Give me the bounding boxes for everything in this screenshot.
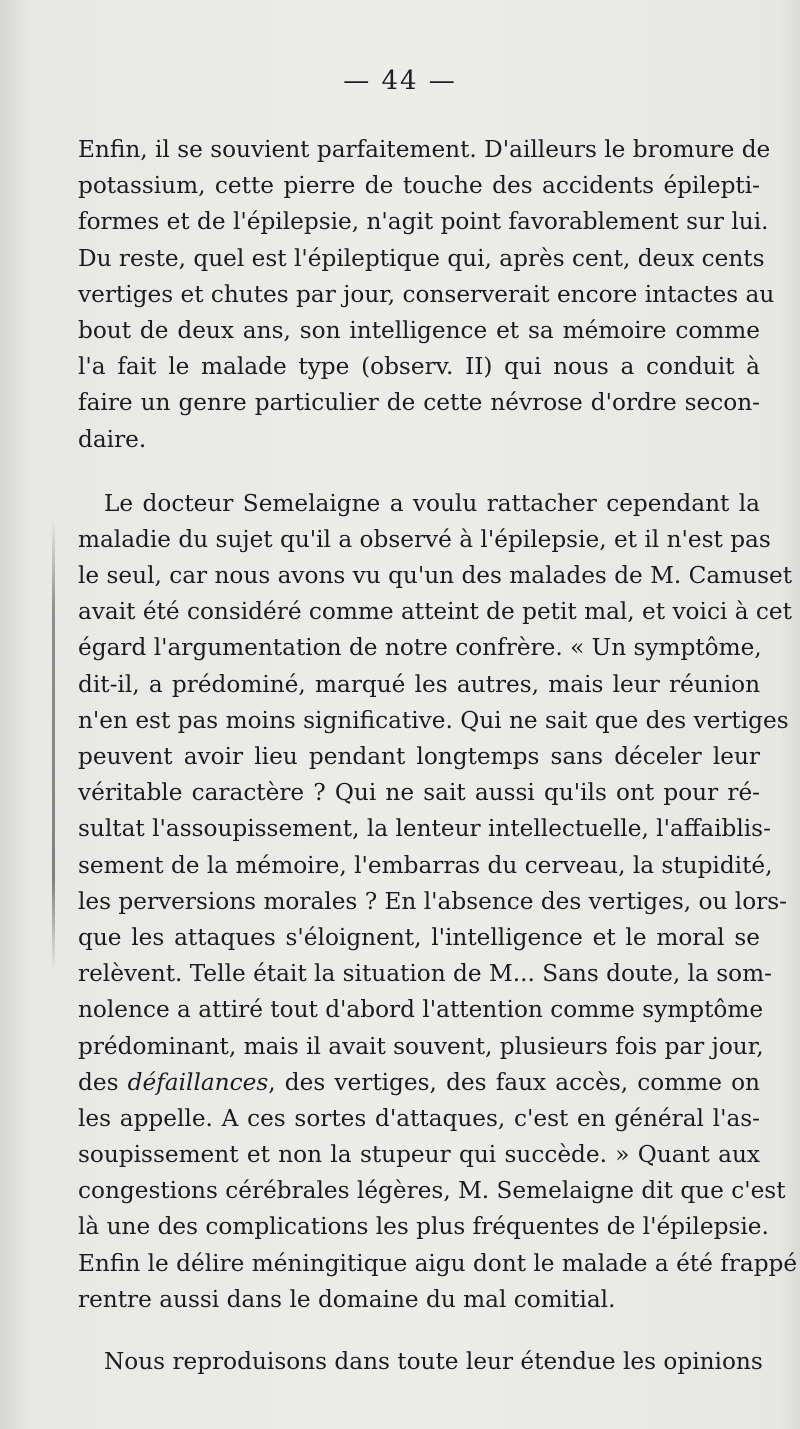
- text-line: soupissement et non la stupeur qui succède. » Quant aux: [78, 1141, 760, 1169]
- text-line: Enfin le délire méningitique aigu dont le malade a été frappé: [78, 1249, 798, 1277]
- text-line: congestions cérébrales légères, M. Semelaigne dit que c'est: [78, 1177, 786, 1205]
- text-line: sultat l'assoupissement, la lenteur intellectuelle, l'affaiblis-: [78, 815, 771, 843]
- text-line: rentre aussi dans le domaine du mal comitial.: [78, 1285, 616, 1313]
- text-line: le seul, car nous avons vu qu'un des malades de M. Camuset: [78, 562, 793, 590]
- text-line: bout de deux ans, son intelligence et sa mémoire comme: [78, 316, 760, 344]
- text-line: véritable caractère ? Qui ne sait aussi qu'ils ont pour ré-: [78, 779, 760, 807]
- text-line: sement de la mémoire, l'embarras du cerveau, la stupidité,: [78, 851, 773, 879]
- paragraph-gap: [78, 1318, 760, 1344]
- text-line: peuvent avoir lieu pendant longtemps sans déceler leur: [78, 743, 760, 770]
- text-line: avait été considéré comme atteint de petit mal, et voici à cet: [78, 598, 792, 626]
- text-line: faire un genre particulier de cette névrose d'ordre secon-: [78, 389, 760, 417]
- text-line: que les attaques s'éloignent, l'intelligence et le moral se: [78, 923, 760, 951]
- text-line: les appelle. A ces sortes d'attaques, c'est en général l'as-: [78, 1104, 760, 1132]
- text-line: prédominant, mais il avait souvent, plusieurs fois par jour,: [78, 1032, 764, 1060]
- text-line: relèvent. Telle était la situation de M... Sans doute, la som-: [78, 960, 772, 988]
- text-line: daire.: [78, 425, 147, 453]
- text-line: égard l'argumentation de notre confrère. « Un symptôme,: [78, 634, 762, 662]
- text-line: maladie du sujet qu'il a observé à l'épilepsie, et il n'est pas: [78, 525, 771, 553]
- page-gutter-shadow: [52, 520, 55, 970]
- italic-text: défaillances: [127, 1068, 269, 1096]
- text-line: les perversions morales ? En l'absence des vertiges, ou lors-: [78, 887, 787, 915]
- text-line: potassium, cette pierre de touche des accidents épilepti-: [78, 172, 760, 200]
- text-line: là une des complications les plus fréquentes de l'épilepsie.: [78, 1213, 769, 1241]
- text-line: Enfin, il se souvient parfaitement. D'ailleurs le bromure de: [78, 136, 771, 163]
- text-line: nolence a attiré tout d'abord l'attention comme symptôme: [78, 996, 764, 1024]
- text-run: , des vertiges, des faux accès, comme on: [268, 1068, 760, 1096]
- text-run: des: [78, 1068, 128, 1096]
- text-line: l'a fait le malade type (observ. II) qui nous a conduit à: [78, 353, 760, 381]
- text-line: n'en est pas moins significative. Qui ne sait que des vertiges: [78, 706, 789, 734]
- text-line: formes et de l'épilepsie, n'agit point favorablement sur lui.: [78, 208, 769, 236]
- paragraph-1: [78, 132, 775, 458]
- page-number: — 44 —: [343, 66, 457, 96]
- paragraph-gap: [78, 458, 760, 486]
- text-line: Du reste, quel est l'épileptique qui, après cent, deux cents: [78, 244, 765, 272]
- paragraph-2: [78, 486, 798, 1318]
- text-line: dit-il, a prédominé, marqué les autres, mais leur réunion: [78, 670, 760, 698]
- text-line: Nous reproduisons dans toute leur étendue les opinions: [104, 1348, 763, 1375]
- text-line: vertiges et chutes par jour, conserverait encore intactes au: [78, 280, 775, 308]
- body-text: [78, 132, 798, 1380]
- text-line: [78, 1065, 760, 1101]
- paragraph-3: [78, 1344, 763, 1380]
- text-line: Le docteur Semelaigne a voulu rattacher cependant la: [104, 489, 760, 517]
